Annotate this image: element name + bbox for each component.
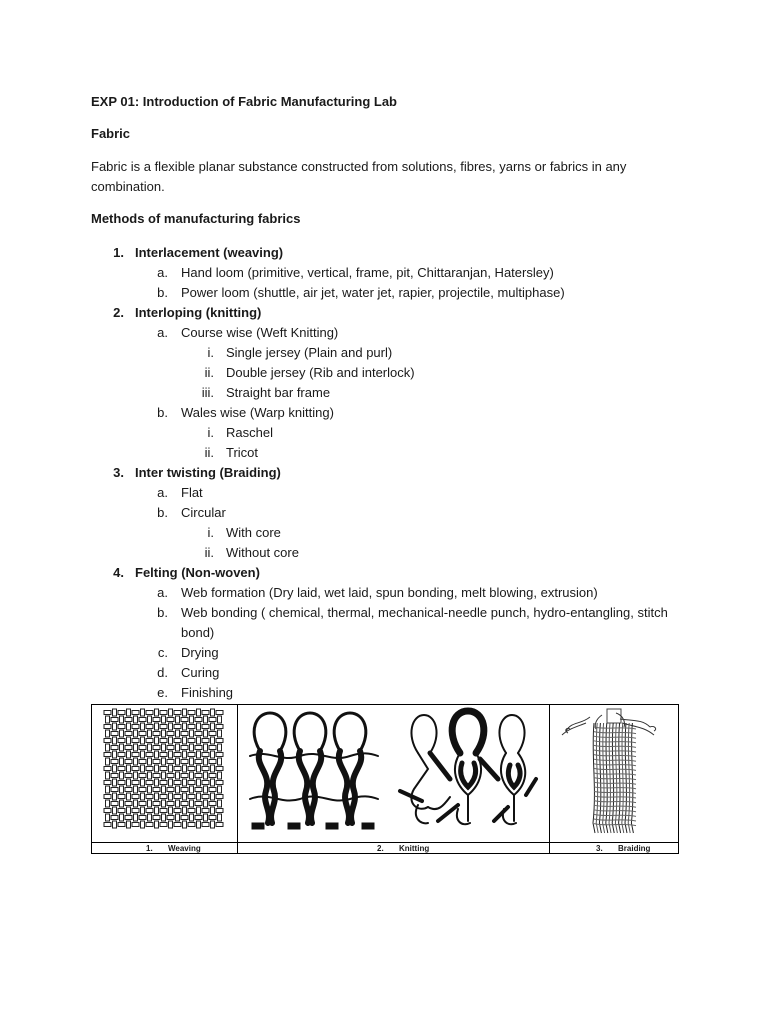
- caption-label: Braiding: [618, 844, 651, 853]
- list-letter: a.: [157, 585, 168, 600]
- list-letter: a.: [157, 265, 168, 280]
- weaving-illustration: [92, 705, 238, 842]
- list-letter: c.: [157, 645, 168, 660]
- list-letter: a.: [157, 485, 168, 500]
- list-item-title: Interlacement (weaving): [135, 245, 284, 260]
- caption-braiding: [550, 843, 678, 854]
- list-letter: a.: [157, 325, 168, 340]
- list-item: Drying: [181, 645, 219, 660]
- list-number: 1.: [113, 245, 124, 260]
- page-title: EXP 01: Introduction of Fabric Manufacturing Lab: [91, 94, 398, 109]
- caption-weaving: [92, 843, 238, 854]
- list-roman: ii.: [204, 545, 214, 560]
- list-item: Flat: [181, 485, 203, 500]
- list-roman: iii.: [201, 385, 214, 400]
- list-number: 2.: [113, 305, 124, 320]
- knitting-figure-cell: [238, 705, 550, 842]
- list-item: Raschel: [226, 425, 273, 440]
- list-item-title: Felting (Non-woven): [135, 565, 260, 580]
- list-roman: i.: [207, 345, 214, 360]
- caption-label: Knitting: [399, 844, 430, 853]
- caption-number: 2.: [377, 844, 384, 853]
- braiding-illustration: [550, 705, 678, 842]
- list-item: Without core: [226, 545, 299, 560]
- list-item-title: Interloping (knitting): [135, 305, 262, 320]
- list-item: Web formation (Dry laid, wet laid, spun bonding, melt blowing, extrusion): [181, 585, 598, 600]
- caption-number: 1.: [146, 844, 153, 853]
- list-number: 3.: [113, 465, 124, 480]
- weaving-figure-cell: [92, 705, 238, 842]
- list-letter: b.: [157, 405, 168, 420]
- list-roman: ii.: [204, 445, 214, 460]
- list-item: Tricot: [226, 445, 259, 460]
- list-item: Hand loom (primitive, vertical, frame, pit, Chittaranjan, Hatersley): [181, 265, 554, 280]
- list-letter: d.: [157, 665, 168, 680]
- list-letter: b.: [157, 605, 168, 620]
- list-item: Web bonding ( chemical, thermal, mechanical-needle punch, hydro-entangling, stitch: [181, 605, 668, 620]
- list-item: Circular: [181, 505, 226, 520]
- list-roman: ii.: [204, 365, 214, 380]
- braiding-figure-cell: [550, 705, 678, 842]
- figure-caption-row: [92, 842, 678, 854]
- definition-line-2: combination.: [91, 179, 165, 194]
- list-letter: b.: [157, 285, 168, 300]
- list-item: Double jersey (Rib and interlock): [226, 365, 415, 380]
- list-item: With core: [226, 525, 281, 540]
- list-item: Finishing: [181, 685, 234, 700]
- list-item: Power loom (shuttle, air jet, water jet, rapier, projectile, multiphase): [181, 285, 565, 300]
- list-item: Course wise (Weft Knitting): [181, 325, 339, 340]
- section-heading-methods: Methods of manufacturing fabrics: [91, 211, 301, 226]
- section-heading-fabric: Fabric: [91, 126, 131, 141]
- list-letter: b.: [157, 505, 168, 520]
- list-item: Wales wise (Warp knitting): [181, 405, 334, 420]
- caption-number: 3.: [596, 844, 603, 853]
- list-item: Single jersey (Plain and purl): [226, 345, 393, 360]
- knitting-illustration: [238, 705, 550, 842]
- list-item: Straight bar frame: [226, 385, 331, 400]
- caption-label: Weaving: [168, 844, 201, 853]
- list-roman: i.: [207, 525, 214, 540]
- list-roman: i.: [207, 425, 214, 440]
- list-number: 4.: [113, 565, 124, 580]
- list-item: Curing: [181, 665, 220, 680]
- list-item-title: Inter twisting (Braiding): [135, 465, 281, 480]
- list-item-continuation: bond): [181, 625, 215, 640]
- figure-table: [91, 704, 679, 854]
- caption-knitting: [238, 843, 550, 854]
- definition-line-1: Fabric is a flexible planar substance constructed from solutions, fibres, yarns or fabrics in any: [91, 159, 627, 174]
- list-letter: e.: [157, 685, 168, 700]
